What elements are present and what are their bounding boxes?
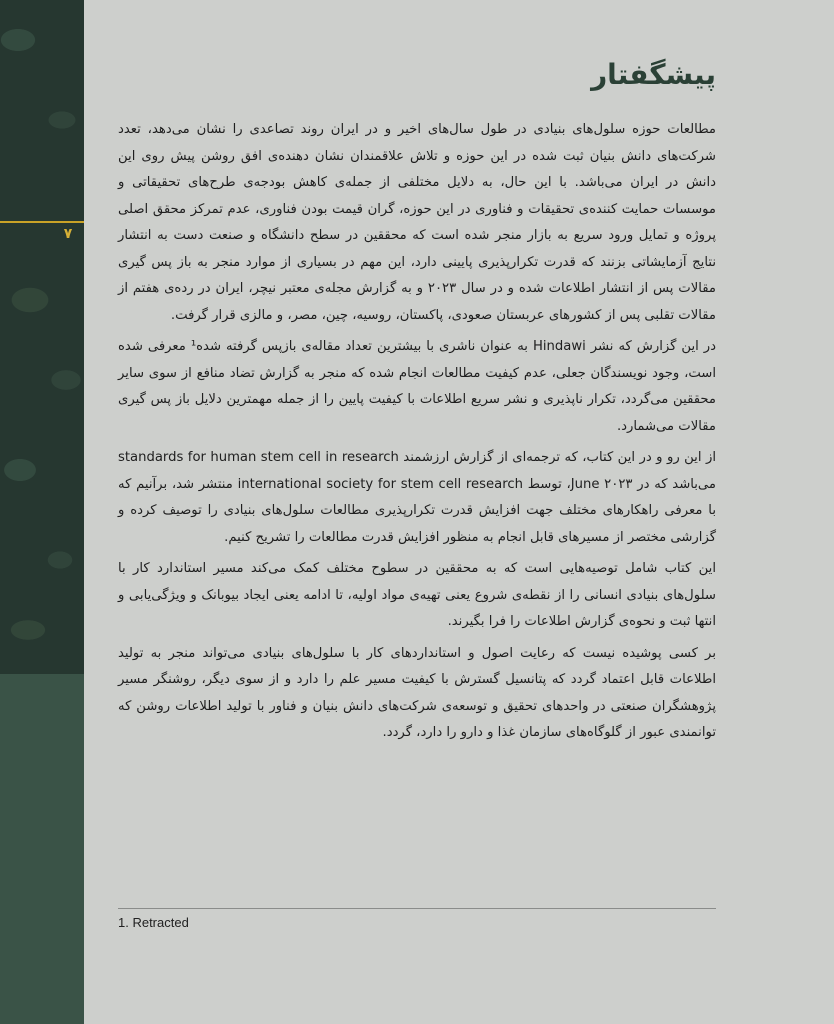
sidebar-pattern xyxy=(0,0,84,674)
paragraph-2: در این گزارش که نشر Hindawi به عنوان ناشری با بیشترین تعداد مقاله‌ی بازپس گرفته شده¹ معرفی شده است، وجود نویسندگان جعلی، عدم کیفیت مطالعات انجام شده که منجر به گزارش تضاد منافع از سوی سایر محققین می‌گردد، تکرار ناپذیری و نشر سریع اطلاعات با کیفیت پایین را از جمله مهمترین دلایل باز پس گیری مقالات می‌شمارد. xyxy=(118,339,716,434)
page-number-rule xyxy=(0,221,84,223)
paragraph-5: بر کسی پوشیده نیست که رعایت اصول و استانداردهای کار با سلول‌های بنیادی می‌تواند منجر به تولید اطلاعات قابل اعتماد گردد که پتانسیل گسترش با کیفیت مسیر علم را دارد و از سوی دیگر، روشنگر مسیر پژوهشگران صنعتی در واحدهای تحقیق و توسعه‌ی شرکت‌های دانش بنیان و فناور با تولید اطلاعات روشن که توانمندی عبور از گلوگاه‌های سازمان غذا و دارو را دارد، گردد. xyxy=(118,645,716,740)
footnote: 1. Retracted xyxy=(118,915,189,930)
paragraph-1: مطالعات حوزه سلول‌های بنیادی در طول سال‌های اخیر و در ایران روند تصاعدی را نشان می‌دهد، تعدد شرکت‌های دانش بنیان ثبت شده در این حوزه و تلاش علاقمندان نشان دهنده‌ی افق روشن پیش روی این دانش در ایران می‌باشد. با این حال، به دلایل مختلفی از جمله‌ی کاهش بودجه‌ی طرح‌های تحقیقاتی و موسسات حمایت کننده‌ی تحقیقات و فناوری در این حوزه، گران قیمت بودن فناوری، عدم تمرکز محقق اصلی پروژه و تمایل ورود سریع به بازار منجر شده است که محققین در سطح دانشگاه و صنعت دست به انتشار نتایج آزمایشاتی بزنند که قدرت تکرارپذیری پایینی دارد، این مهم در بسیاری از موارد منجر به باز پس گیری مقالات پس از انتشار اطلاعات شده و در سال ۲۰۲۳ و به گزارش مجله‌ی معتبر نیچر، ایران در رده‌ی هفتم از مقالات تقلبی پس از کشورهای عربستان صعودی، پاکستان، روسیه، چین، مصر، و مالزی قرار گرفت. xyxy=(118,122,716,323)
sidebar xyxy=(0,0,84,1024)
paragraph-4: این کتاب شامل توصیه‌هایی است که به محققین در سطوح مختلف کمک می‌کند مسیر استاندارد کار با سلول‌های بنیادی انسانی را از نقطه‌ی شروع یعنی تهیه‌ی مواد اولیه، تا ادامه یعنی ایجاد بیوبانک و ویژگی‌یابی و انتها ثبت و نحوه‌ی گزارش اطلاعات را فرا بگیرند. xyxy=(118,561,716,629)
sidebar-bottom-panel xyxy=(0,674,84,1024)
page-title: پیشگفتار xyxy=(591,58,716,91)
footnote-divider xyxy=(118,908,716,909)
page-content xyxy=(118,58,716,752)
page-number: ۷ xyxy=(63,226,73,242)
paragraph-3: از این رو و در این کتاب، که ترجمه‌ای از گزارش ارزشمند standards for human stem cell in research می‌باشد که در June ۲۰۲۳، توسط international society for stem cell research منتشر شد، برآنیم که با معرفی راهکارهای مختلف جهت افزایش قدرت تکرارپذیری مطالعات سلول‌های بنیادی را توصیف کرده و گزارشی مختصر از مسیرهای قابل انجام به منظور افزایش قدرت مطالعات را تشریح کنیم. xyxy=(118,450,716,545)
